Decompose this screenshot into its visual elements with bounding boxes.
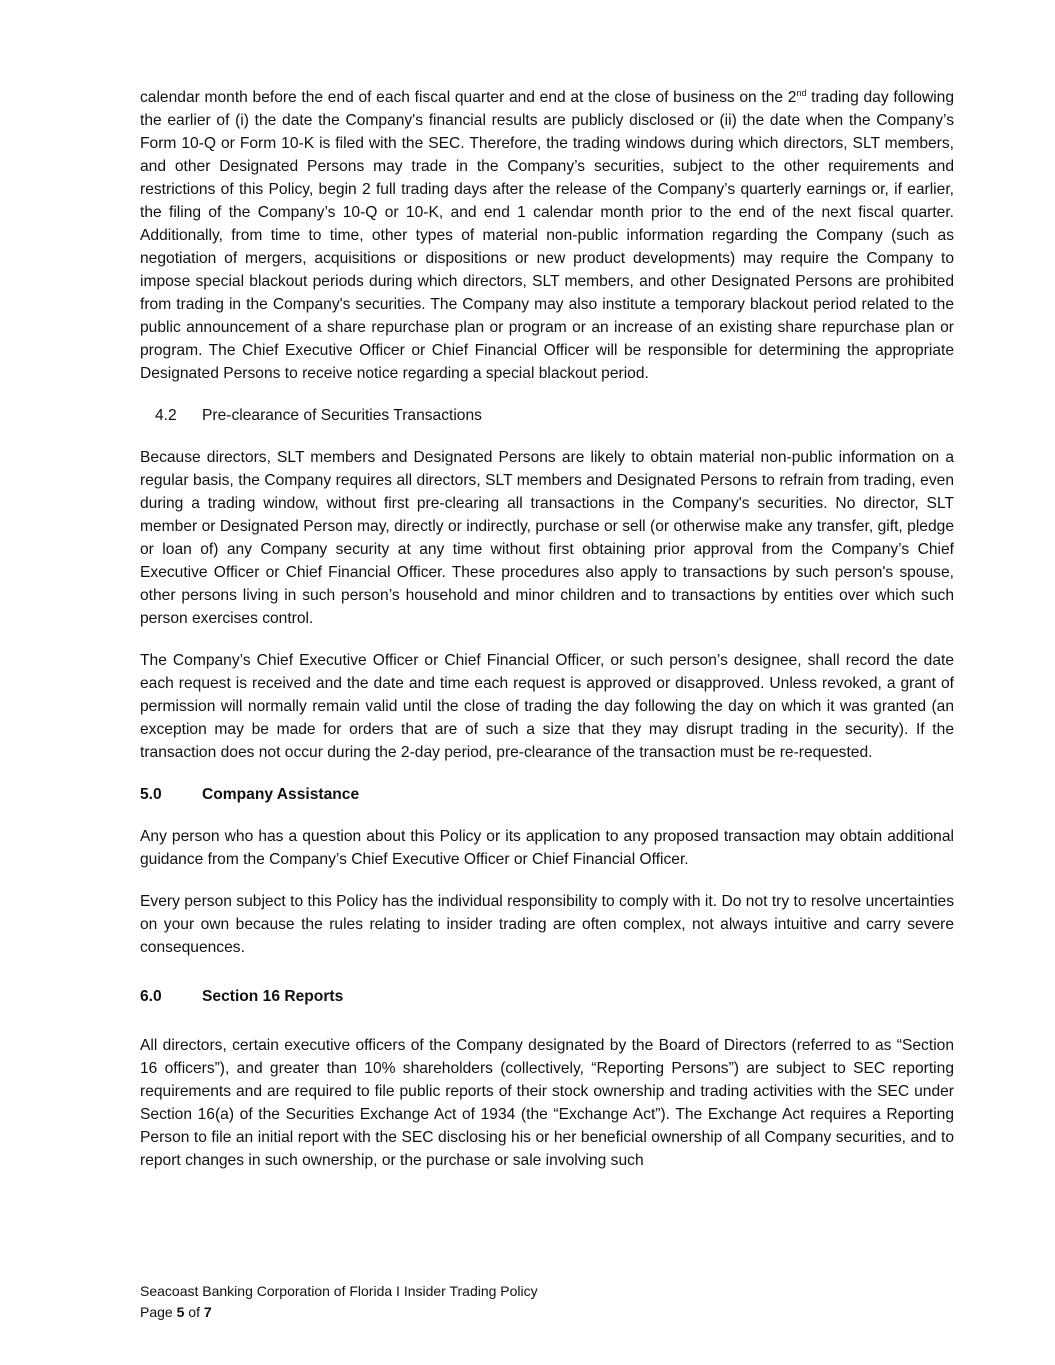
- section-number: 4.2: [155, 407, 177, 424]
- paragraph-preclearance-recording: The Company’s Chief Executive Officer or Chief Financial Officer, or such person’s designee, shall record the date each request is received and the date and time each request is approved or disapproved. Unless revoked, a grant of permission will normally remain valid until the close of trading the day following the day on which it was granted (an exception may be made for orders that are of such a size that they may disrupt trading in the security). If the transaction does not occur during the 2-day period, pre-clearance of the transaction must be re-requested.: [140, 652, 954, 761]
- paragraph-individual-responsibility: Every person subject to this Policy has the individual responsibility to comply with it. Do not try to resolve uncertainties on your own because the rules relating to insider trading are often complex, not always intuitive and carry severe consequences.: [140, 893, 954, 956]
- paragraph-company-assistance-guidance: Any person who has a question about this Policy or its application to any proposed transaction may obtain additional guidance from the Company’s Chief Executive Officer or Chief Financial Officer.: [140, 828, 954, 868]
- section-title: Company Assistance: [202, 786, 360, 803]
- total-pages: 7: [203, 1304, 212, 1320]
- page-of-label: of: [184, 1304, 204, 1320]
- section-number: 6.0: [140, 988, 162, 1005]
- paragraph-trading-windows: [140, 86, 954, 385]
- section-number: 5.0: [140, 786, 162, 803]
- footer-document-title: Seacoast Banking Corporation of Florida I Insider Trading Policy: [140, 1283, 538, 1299]
- paragraph-section-16-reporting: All directors, certain executive officers of the Company designated by the Board of Directors (referred to as “Section 16 officers”), and greater than 10% shareholders (collectively, “Reporting Persons”) are subject to SEC reporting requirements and are required to file public reports of their stock ownership and trading activities with the SEC under Section 16(a) of the Securities Exchange Act of 1934 (the “Exchange Act”). The Exchange Act requires a Reporting Person to file an initial report with the SEC disclosing his or her beneficial ownership of all Company securities, and to report changes in such ownership, or the purchase or sale involving such: [140, 1037, 954, 1169]
- paragraph-text: trading day following the earlier of (i) the date the Company's financial results are publicly disclosed or (ii) the date when the Company’s Form 10-Q or Form 10-K is filed with the SEC. Therefore, the trading windows during which directors, SLT members, and other Designated Persons may trade in the Company’s securities, subject to the other requirements and restrictions of this Policy, begin 2 full trading days after the release of the Company’s quarterly earnings or, if earlier, the filing of the Company’s 10-Q or 10-K, and end 1 calendar month prior to the end of the next fiscal quarter. Additionally, from time to time, other types of material non-public information regarding the Company (such as negotiation of mergers, acquisitions or dispositions or new product developments) may require the Company to impose special blackout periods during which directors, SLT members, and other Designated Persons are prohibited from trading in the Company's securities. The Company may also institute a temporary blackout period related to the public announcement of a share repurchase plan or program or an increase of an existing share repurchase plan or program. The Chief Executive Officer or Chief Financial Officer will be responsible for determining the appropriate Designated Persons to receive notice regarding a special blackout period.: [140, 89, 955, 382]
- paragraph-preclearance-requirement: Because directors, SLT members and Designated Persons are likely to obtain material non-public information on a regular basis, the Company requires all directors, SLT members and Designated Persons to refrain from trading, even during a trading window, without first pre-clearing all transactions in the Company's securities. No director, SLT member or Designated Person may, directly or indirectly, purchase or sell (or otherwise make any transfer, gift, pledge or loan of) any Company security at any time without first obtaining prior approval from the Company’s Chief Executive Officer or Chief Financial Officer. These procedures also apply to transactions by such person's spouse, other persons living in such person’s household and minor children and to transactions by entities over which such person exercises control.: [140, 449, 954, 627]
- section-4-2-heading: [155, 404, 954, 427]
- document-page: [140, 86, 954, 1191]
- section-title: Section 16 Reports: [202, 988, 344, 1005]
- section-title: Pre-clearance of Securities Transactions: [202, 407, 482, 424]
- page-label: Page: [140, 1304, 177, 1320]
- footer-page-number: [140, 1302, 538, 1323]
- ordinal-superscript: nd: [796, 87, 807, 98]
- current-page: 5: [176, 1304, 185, 1320]
- section-5-0-heading: [140, 783, 954, 806]
- page-footer: [140, 1281, 538, 1323]
- section-6-0-heading: [140, 985, 954, 1008]
- paragraph-text: calendar month before the end of each fiscal quarter and end at the close of business on the 2: [140, 89, 797, 106]
